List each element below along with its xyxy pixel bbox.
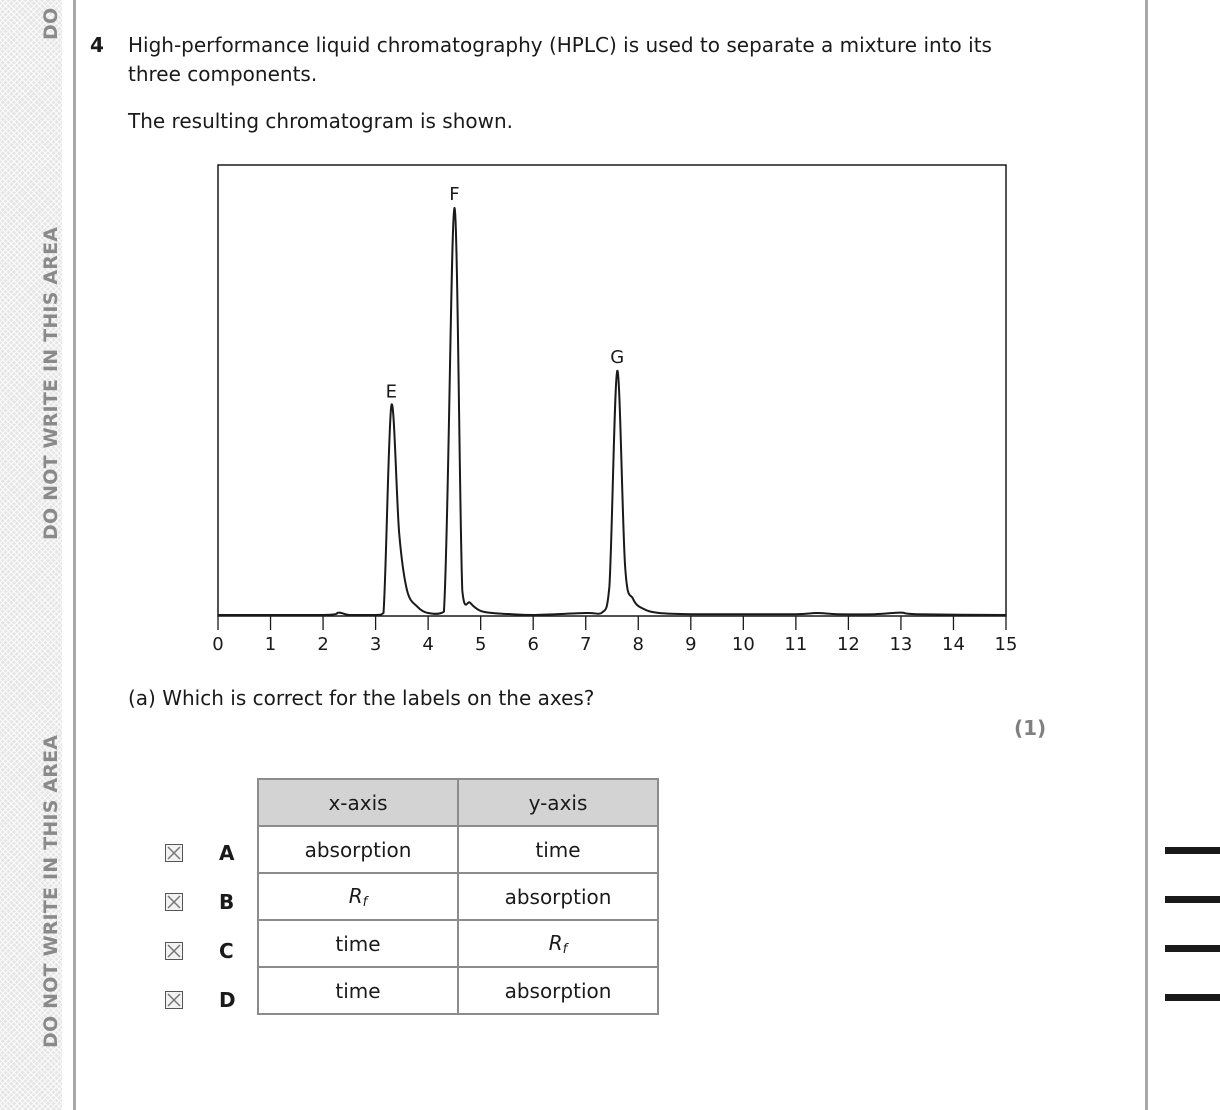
question-number: 4	[90, 33, 104, 57]
cross-box-icon	[166, 943, 182, 959]
option-c-letter: C	[219, 939, 234, 963]
x-tick-label-14: 14	[942, 634, 965, 655]
options-table	[257, 778, 659, 1015]
option-a-y-axis: time	[458, 826, 658, 873]
x-tick-label-15: 15	[994, 634, 1018, 655]
x-tick-label-13: 13	[889, 634, 913, 655]
x-tick-label-9: 9	[685, 634, 697, 655]
x-tick-label-3: 3	[369, 634, 382, 655]
rf-subscript: f	[562, 941, 568, 957]
margin-dash	[1165, 994, 1220, 1001]
table-row	[258, 826, 658, 873]
peak-labels	[386, 184, 625, 402]
peak-label-e: E	[385, 381, 398, 403]
marks-label: (1)	[1014, 716, 1047, 740]
part-a-question: (a) Which is correct for the labels on the axes?	[128, 686, 595, 710]
rf-subscript: f	[362, 894, 368, 910]
margin-warning-top: DO	[40, 7, 62, 40]
option-b-checkbox[interactable]	[165, 893, 183, 911]
margin-warning-middle: DO NOT WRITE IN THIS AREA	[40, 226, 62, 540]
table-row	[258, 967, 658, 1014]
question-subtext: The resulting chromatogram is shown.	[128, 109, 513, 133]
option-d-checkbox[interactable]	[165, 991, 183, 1009]
x-tick-label-1: 1	[264, 634, 277, 655]
option-a-checkbox[interactable]	[165, 844, 183, 862]
option-d-y-axis: absorption	[458, 967, 658, 1014]
margin-dash	[1165, 896, 1220, 903]
x-tick-label-10: 10	[731, 634, 755, 655]
x-axis-tick-labels	[212, 634, 1017, 655]
header-x-axis: x-axis	[258, 779, 458, 826]
chromatogram-trace	[218, 208, 1006, 615]
table-header-row	[258, 779, 658, 826]
chart-frame	[218, 165, 1006, 616]
option-a-letter: A	[219, 841, 235, 865]
option-d-x-axis: time	[258, 967, 458, 1014]
cross-box-icon	[166, 845, 182, 861]
peak-label-g: G	[610, 346, 625, 368]
x-tick-label-2: 2	[317, 634, 329, 655]
x-tick-label-12: 12	[836, 634, 860, 655]
x-tick-label-6: 6	[527, 634, 539, 655]
x-tick-label-7: 7	[580, 634, 592, 655]
option-c-y-axis	[458, 920, 658, 967]
x-axis-ticks	[218, 616, 1006, 630]
margin-dash	[1165, 847, 1220, 854]
x-tick-label-8: 8	[632, 634, 644, 655]
x-tick-label-4: 4	[422, 634, 434, 655]
peak-label-f: F	[449, 184, 460, 205]
rf-symbol: R	[348, 883, 363, 908]
option-d-letter: D	[219, 988, 236, 1012]
x-tick-label-0: 0	[212, 634, 224, 655]
option-b-x-axis	[258, 873, 458, 920]
question-text: High-performance liquid chromatography (HPLC) is used to separate a mixture into its three components.	[128, 33, 992, 86]
margin-warning-bottom: DO NOT WRITE IN THIS AREA	[40, 734, 62, 1048]
option-b-letter: B	[219, 890, 235, 914]
margin-dash	[1165, 945, 1220, 952]
table-row	[258, 873, 658, 920]
table-row	[258, 920, 658, 967]
option-a-x-axis: absorption	[258, 826, 458, 873]
x-tick-label-5: 5	[474, 634, 487, 655]
x-tick-label-11: 11	[784, 634, 808, 655]
option-c-checkbox[interactable]	[165, 942, 183, 960]
cross-box-icon	[166, 992, 182, 1008]
cross-box-icon	[166, 894, 182, 910]
rf-symbol: R	[548, 930, 563, 955]
option-b-y-axis: absorption	[458, 873, 658, 920]
option-c-x-axis: time	[258, 920, 458, 967]
header-y-axis: y-axis	[458, 779, 658, 826]
